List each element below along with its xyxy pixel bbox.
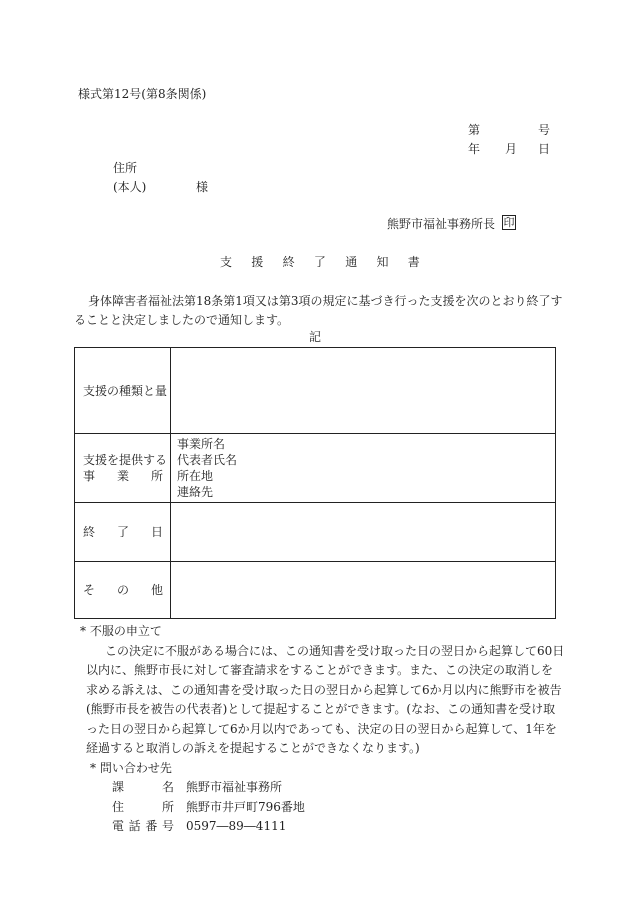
table-row — [75, 434, 556, 503]
appeal-line: 以内に、熊野市長に対して審査請求をすることができます。また、この決定の取消しを — [86, 663, 554, 677]
end-date-label-char: 日 — [150, 525, 163, 539]
number-prefix-label: 第 — [468, 123, 481, 137]
address-label: 住所 — [113, 161, 138, 175]
provider-label-char: 業 — [116, 469, 129, 483]
end-date-field[interactable] — [171, 503, 556, 562]
table-row — [75, 503, 556, 562]
support-type-label: 支援の種類と量 — [75, 348, 171, 434]
provider-field[interactable] — [171, 434, 556, 503]
contact-row-phone — [80, 817, 560, 837]
ki-label: 記 — [309, 330, 322, 344]
title-char: 書 — [407, 255, 420, 269]
other-label-char: 他 — [150, 583, 163, 597]
contact-key-char: 名 — [161, 780, 174, 794]
honorific-label: 様 — [196, 180, 209, 194]
contact-key-char: 電 — [112, 819, 125, 833]
notice-body-line: 身体障害者福祉法第18条第1項又は第3項の規定に基づき行った支援を次のとおり終了す — [88, 294, 563, 308]
notice-body — [74, 292, 564, 330]
month-label: 月 — [505, 142, 518, 156]
contact-key-char: 住 — [112, 799, 125, 814]
contact-key-char: 所 — [161, 799, 174, 814]
contact-key — [112, 817, 174, 837]
title-char: 終 — [282, 255, 295, 269]
contact-key-char: 課 — [112, 780, 125, 794]
title-char: 援 — [251, 255, 264, 269]
contact-key-char: 号 — [161, 819, 174, 833]
appeal-line: この決定に不服がある場合には、この通知書を受け取った日の翌日から起算して60日 — [105, 643, 565, 658]
contact-value: 0597―89―4111 — [186, 819, 287, 833]
appeal-line: った日の翌日から起算して6か月以内であっても、決定の日の翌日から起算して、1年を — [86, 721, 557, 736]
table-row — [75, 562, 556, 619]
appeal-heading: * 不服の申立て — [80, 624, 162, 638]
provider-label-line — [83, 468, 163, 484]
end-date-label-char: 終 — [83, 525, 96, 539]
other-label-char: そ — [83, 583, 96, 597]
title-char: 知 — [376, 255, 389, 269]
contact-key — [112, 798, 174, 818]
contact-key-char: 話 — [128, 819, 141, 833]
appeal-line: 経過すると取消しの訴えを提起することができなくなります。) — [86, 741, 420, 755]
provider-label — [75, 434, 171, 503]
end-date-label-char: 了 — [116, 525, 129, 539]
provider-label-char: 所 — [150, 469, 163, 483]
contact-key-char: 番 — [145, 819, 158, 833]
contact-key — [112, 778, 174, 798]
seal-stamp: 印 — [503, 216, 515, 229]
title-char: 了 — [313, 255, 326, 269]
contact-heading: * 問い合わせ先 — [90, 760, 172, 775]
provider-rep-label: 代表者氏名 — [177, 453, 238, 467]
contact-row-section — [80, 778, 560, 798]
end-date-label — [75, 503, 171, 562]
provider-label-line: 支援を提供する — [83, 453, 168, 467]
provider-address-label: 所在地 — [177, 469, 214, 483]
year-label: 年 — [468, 142, 481, 156]
table-row — [75, 348, 556, 434]
contact-value: 熊野市井戸町796番地 — [186, 799, 305, 814]
provider-label-char: 事 — [83, 469, 96, 483]
title-char: 支 — [220, 255, 233, 269]
other-label — [75, 562, 171, 619]
provider-name-label: 事業所名 — [177, 437, 226, 451]
recipient-label: (本人) — [113, 180, 147, 194]
number-suffix-label: 号 — [538, 123, 551, 137]
notes-section — [80, 622, 565, 837]
appeal-line: (熊野市長を被告の代表者)として提起することができます。(なお、この通知書を受け取 — [86, 702, 556, 716]
form-number: 様式第12号(第8条関係) — [78, 87, 207, 101]
contact-value: 熊野市福祉事務所 — [186, 780, 283, 794]
appeal-line: 求める訴えは、この通知書を受け取った日の翌日から起算して6か月以内に熊野市を被告 — [86, 682, 562, 697]
other-field[interactable] — [171, 562, 556, 619]
other-label-char: の — [116, 583, 129, 597]
title-char: 通 — [345, 255, 358, 269]
notice-body-line: ることと決定しましたので通知します。 — [74, 313, 290, 327]
support-type-field[interactable] — [171, 348, 556, 434]
provider-contact-label: 連絡先 — [177, 485, 214, 499]
details-table — [74, 347, 556, 619]
day-label: 日 — [538, 142, 551, 156]
document-title — [220, 256, 439, 268]
issuer-name: 熊野市福祉事務所長 — [387, 217, 496, 231]
contact-row-address — [80, 798, 560, 818]
